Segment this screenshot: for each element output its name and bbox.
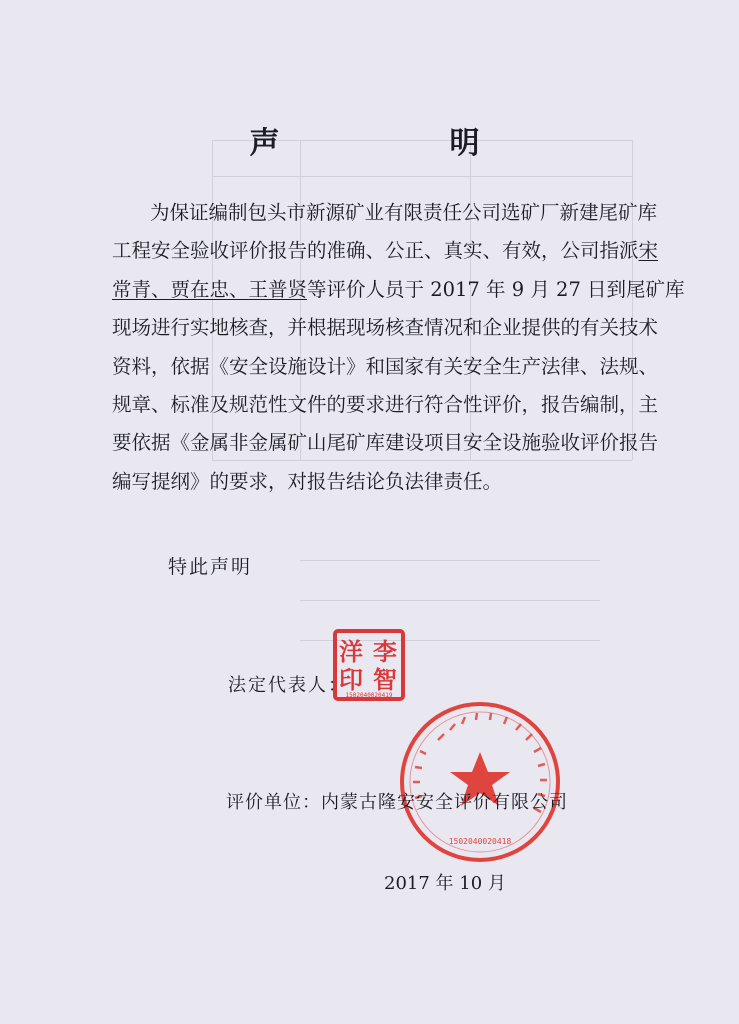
body-line bbox=[112, 386, 672, 424]
document-date: 2017 年 10 月 bbox=[384, 873, 506, 894]
underlined-names: 常青、贾在忠、王普贤 bbox=[112, 277, 308, 301]
body-line bbox=[112, 348, 672, 386]
body-line bbox=[112, 424, 672, 462]
body-line bbox=[112, 194, 672, 232]
legal-representative-label: 法定代表人： bbox=[228, 675, 348, 696]
svg-text:智: 智 bbox=[373, 666, 397, 694]
bleed-through-line bbox=[212, 176, 632, 177]
bleed-through-line bbox=[300, 560, 600, 561]
company-seal bbox=[398, 700, 562, 864]
document-title: 声 明 bbox=[249, 126, 550, 161]
statement-body bbox=[112, 194, 685, 501]
body-text-run: 为保证编制包头市新源矿业有限责任公司选矿厂新建尾矿库 bbox=[150, 201, 658, 224]
svg-text:1502040020418: 1502040020418 bbox=[448, 837, 512, 846]
body-text-run: 等评价人员于 2017 年 9 月 27 日到尾矿库 bbox=[307, 277, 685, 301]
bleed-through-line bbox=[300, 600, 600, 601]
svg-text:洋: 洋 bbox=[339, 638, 363, 666]
evaluation-unit-row bbox=[226, 788, 568, 814]
evaluation-unit-label: 评价单位： bbox=[226, 792, 321, 813]
svg-text:印: 印 bbox=[339, 666, 363, 694]
body-text-run: 工程安全验收评价报告的准确、公正、真实、有效，公司指派 bbox=[112, 239, 639, 263]
evaluation-unit-name: 内蒙古隆安安全评价有限公司 bbox=[321, 792, 568, 813]
body-line bbox=[112, 271, 685, 309]
personal-seal bbox=[332, 628, 406, 702]
body-line bbox=[112, 463, 672, 501]
svg-text:李: 李 bbox=[373, 638, 397, 666]
body-line bbox=[112, 232, 672, 270]
body-line bbox=[112, 309, 672, 347]
body-text-run: 现场进行实地核查，并根据现场核查情况和企业提供的有关技术 bbox=[112, 316, 659, 340]
body-text-run: 要依据《金属非金属矿山尾矿库建设项目安全设施验收评价报告 bbox=[112, 431, 659, 455]
body-text-run: 编写提纲》的要求，对报告结论负法律责任。 bbox=[112, 469, 503, 493]
declaration-phrase: 特此声明 bbox=[168, 556, 253, 578]
body-text-run: 规章、标准及规范性文件的要求进行符合性评价，报告编制，主 bbox=[112, 393, 659, 417]
body-text-run: 资料，依据《安全设施设计》和国家有关安全生产法律、法规、 bbox=[112, 354, 659, 378]
underlined-names: 宋 bbox=[638, 239, 659, 263]
svg-text:1502040020419: 1502040020419 bbox=[345, 692, 393, 699]
